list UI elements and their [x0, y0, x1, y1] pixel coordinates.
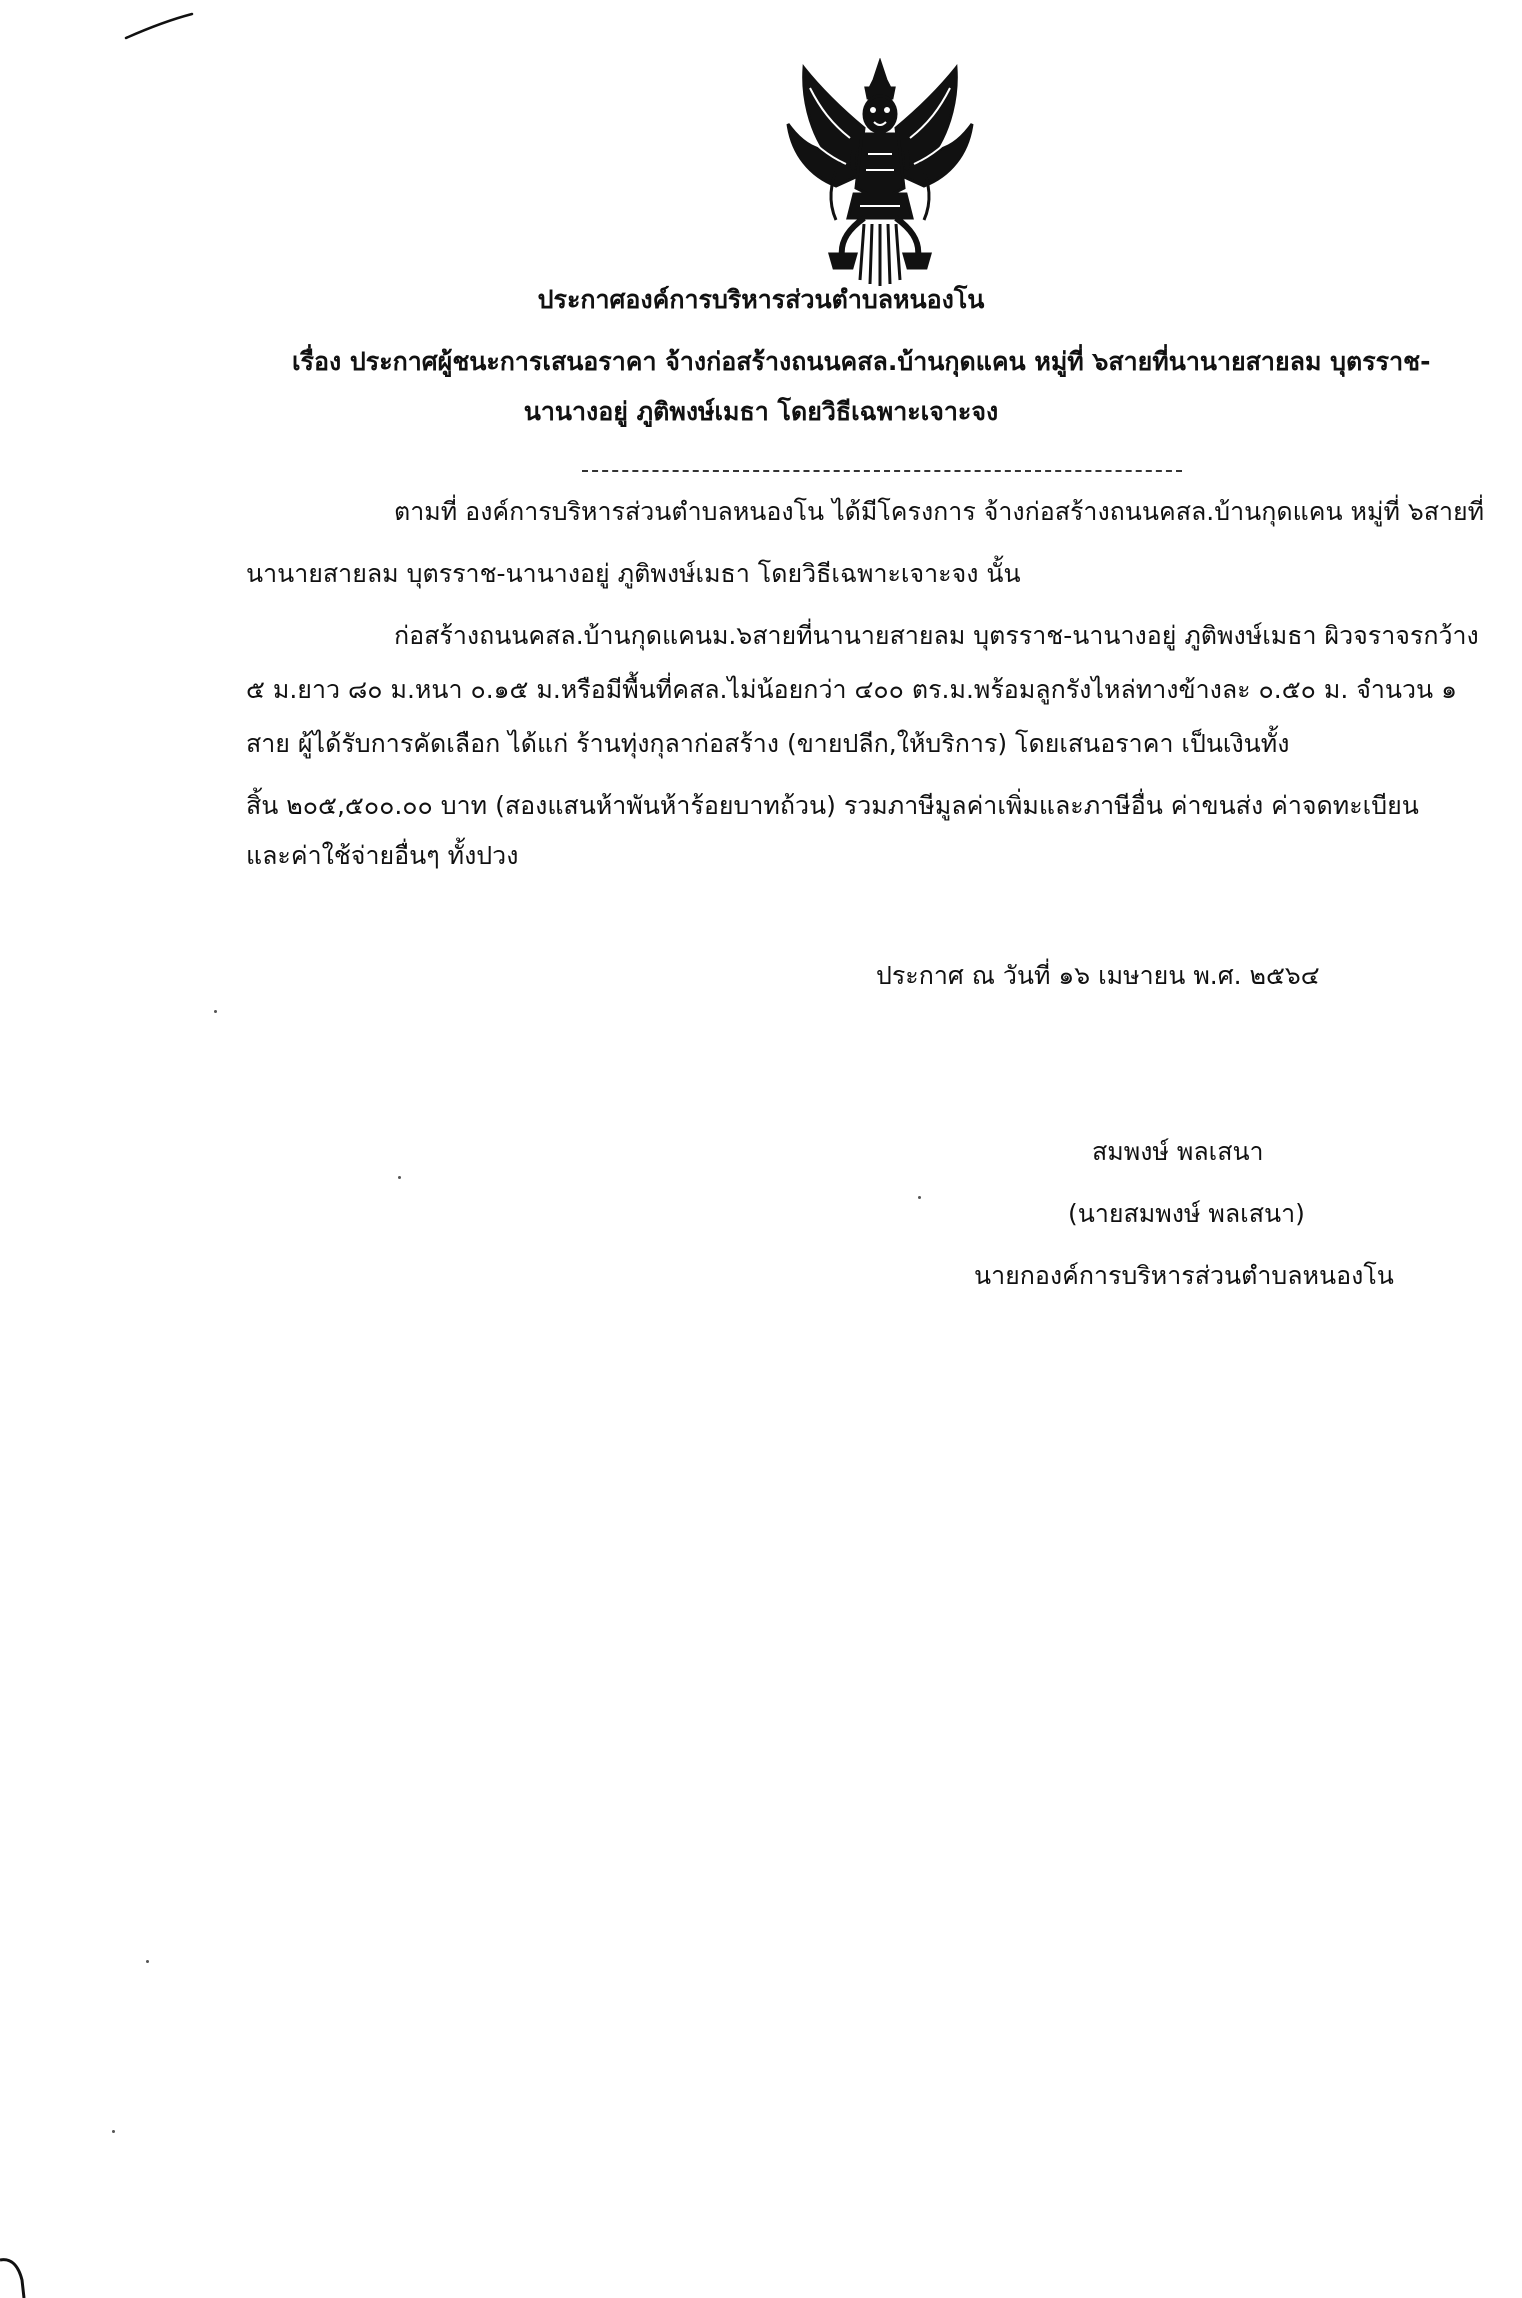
subject-line-1: เรื่อง ประกาศผู้ชนะการเสนอราคา จ้างก่อสร้างถนนคสล.บ้านกุดแคน หมู่ที่ ๖สายที่นานายสายลม บุตรราช- [292, 347, 1431, 376]
printed-name: (นายสมพงษ์ พลเสนา) [1068, 1199, 1305, 1228]
paragraph-1-line: นานายสายลม บุตรราช-นานางอยู่ ภูติพงษ์เมธา โดยวิธีเฉพาะเจาะจง นั้น [246, 559, 1021, 588]
scan-speck [112, 2130, 115, 2133]
announce-date: ประกาศ ณ วันที่ ๑๖ เมษายน พ.ศ. ๒๕๖๔ [876, 961, 1320, 990]
paragraph-1-line: ตามที่ องค์การบริหารส่วนตำบลหนองโน ได้มีโครงการ จ้างก่อสร้างถนนคสล.บ้านกุดแคน หมู่ที่ ๖สายที่ [394, 497, 1485, 526]
paragraph-2-line: ๕ ม.ยาว ๘๐ ม.หนา ๐.๑๕ ม.หรือมีพื้นที่คสล.ไม่น้อยกว่า ๔๐๐ ตร.ม.พร้อมลูกรังไหล่ทางข้างละ ๐.๕๐ ม. จำนวน ๑ [246, 675, 1457, 704]
signed-name: สมพงษ์ พลเสนา [1092, 1137, 1264, 1166]
signatory-position: นายกองค์การบริหารส่วนตำบลหนองโน [974, 1261, 1394, 1290]
paragraph-2-line: และค่าใช้จ่ายอื่นๆ ทั้งปวง [246, 841, 519, 870]
garuda-emblem-icon [780, 58, 980, 288]
paragraph-2-line: ก่อสร้างถนนคสล.บ้านกุดแคนม.๖สายที่นานายสายลม บุตรราช-นานางอยู่ ภูติพงษ์เมธา ผิวจราจรกว้าง [394, 621, 1479, 650]
scan-speck [214, 1010, 217, 1013]
document-title: ประกาศองค์การบริหารส่วนตำบลหนองโน [537, 285, 985, 314]
paragraph-2-line: สิ้น ๒๐๕,๕๐๐.๐๐ บาท (สองแสนห้าพันห้าร้อยบาทถ้วน) รวมภาษีมูลค่าเพิ่มและภาษีอื่น ค่าขนส่ง ค่าจดทะเบียน [246, 791, 1419, 820]
pen-stroke-mark [124, 12, 194, 42]
subject-line-2: นานางอยู่ ภูติพงษ์เมธา โดยวิธีเฉพาะเจาะจง [523, 397, 999, 426]
scan-speck [146, 1960, 149, 1963]
paragraph-2-line: สาย ผู้ได้รับการคัดเลือก ได้แก่ ร้านทุ่งกุลาก่อสร้าง (ขายปลีก,ให้บริการ) โดยเสนอราคา เป็นเงินทั้ง [246, 729, 1290, 758]
scan-speck [918, 1196, 921, 1199]
page-edge-mark [0, 2240, 40, 2298]
separator-line [582, 470, 1182, 472]
scan-speck [398, 1176, 401, 1179]
